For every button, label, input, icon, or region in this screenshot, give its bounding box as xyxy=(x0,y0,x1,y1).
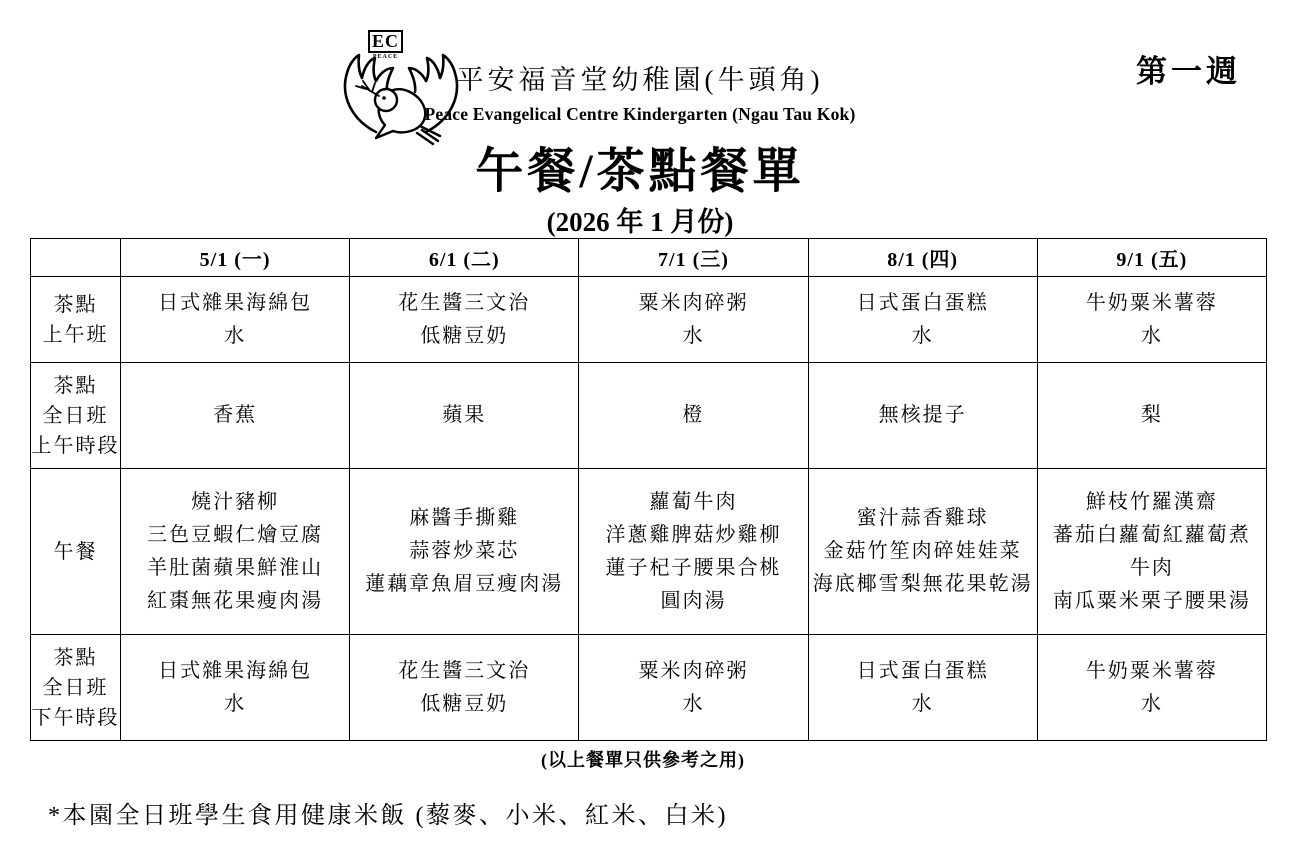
menu-item-line: 紅棗無花果瘦肉湯 xyxy=(147,589,324,612)
menu-item-line: 粟米肉碎粥 xyxy=(638,291,749,314)
menu-item-line: 水 xyxy=(224,692,247,715)
menu-item-line: 日式蛋白蛋糕 xyxy=(856,291,989,314)
date-column-header: 5/1 (一) xyxy=(121,239,350,277)
menu-item-line: 花生醬三文治 xyxy=(398,291,531,314)
date-column-header: 9/1 (五) xyxy=(1037,239,1266,277)
logo-peace-text: PEACE xyxy=(372,54,399,60)
menu-item-line: 粟米肉碎粥 xyxy=(638,659,749,682)
menu-cell xyxy=(350,469,579,635)
menu-item-line: 梨 xyxy=(1140,404,1163,426)
logo-ec-text: EC xyxy=(368,30,403,53)
menu-cell xyxy=(579,363,808,469)
menu-item-line: 金菇竹笙肉碎娃娃菜 xyxy=(823,540,1022,562)
menu-month: (2026 年 1 月份) xyxy=(546,207,734,237)
menu-cell xyxy=(808,635,1037,741)
menu-cell xyxy=(121,277,350,363)
page-title: 午餐/茶點餐單 xyxy=(475,145,805,198)
menu-item-line: 洋蔥雞脾菇炒雞柳 xyxy=(605,523,782,546)
menu-item-line: 花生醬三文治 xyxy=(398,659,531,682)
meal-row-label-line: 下午時段 xyxy=(31,706,120,729)
menu-item-line: 水 xyxy=(911,692,934,715)
menu-row xyxy=(31,635,1267,741)
menu-cell xyxy=(808,363,1037,469)
menu-item-line: 水 xyxy=(224,324,247,347)
menu-item-line: 低糖豆奶 xyxy=(420,692,509,715)
rice-note: *本園全日班學生食用健康米飯 (藜麥、小米、紅米、白米) xyxy=(48,803,728,829)
menu-cell xyxy=(1037,363,1266,469)
menu-item-line: 蕃茄白蘿蔔紅蘿蔔煮 xyxy=(1052,523,1251,546)
menu-item-line: 無核提子 xyxy=(878,404,967,426)
menu-item-line: 海底椰雪梨無花果乾湯 xyxy=(812,573,1033,595)
menu-item-line: 燒汁豬柳 xyxy=(191,490,280,513)
menu-footnote: (以上餐單只供參考之用) xyxy=(541,750,745,770)
meal-row-label xyxy=(31,469,121,635)
menu-cell xyxy=(121,469,350,635)
meal-row-label-line: 全日班 xyxy=(42,676,109,699)
menu-item-line: 水 xyxy=(682,692,705,715)
menu-cell xyxy=(1037,635,1266,741)
menu-row xyxy=(31,363,1267,469)
date-column-header: 8/1 (四) xyxy=(808,239,1037,277)
menu-item-line: 南瓜粟米栗子腰果湯 xyxy=(1052,589,1251,612)
menu-row xyxy=(31,469,1267,635)
menu-item-line: 蘋果 xyxy=(442,404,487,426)
menu-cell xyxy=(350,635,579,741)
menu-item-line: 低糖豆奶 xyxy=(420,324,509,347)
date-column-header: 7/1 (三) xyxy=(579,239,808,277)
school-header xyxy=(424,58,855,125)
menu-item-line: 牛肉 xyxy=(1129,556,1174,579)
menu-item-line: 牛奶粟米薯蓉 xyxy=(1085,291,1218,314)
menu-item-line: 三色豆蝦仁燴豆腐 xyxy=(147,523,324,546)
week-label: 第一週 xyxy=(1136,54,1241,89)
school-name-chinese: 平安福音堂幼稚園(牛頭角) xyxy=(456,65,824,95)
menu-cell xyxy=(579,635,808,741)
menu-table-head xyxy=(31,239,1267,277)
menu-cell xyxy=(808,277,1037,363)
meal-row-label xyxy=(31,277,121,363)
school-name-english: Peace Evangelical Centre Kindergarten (Ngau Tau Kok) xyxy=(424,104,856,124)
meal-row-label-line: 茶點 xyxy=(53,646,98,669)
menu-cell xyxy=(121,363,350,469)
menu-cell xyxy=(579,469,808,635)
meal-row-label-line: 茶點 xyxy=(53,374,98,397)
menu-item-line: 蘿蔔牛肉 xyxy=(649,490,738,513)
menu-item-line: 麻醬手撕雞 xyxy=(409,507,520,529)
menu-item-line: 蜜汁蒜香雞球 xyxy=(856,507,989,529)
meal-row-label xyxy=(31,635,121,741)
menu-cell xyxy=(579,277,808,363)
menu-item-line: 羊肚菌蘋果鮮淮山 xyxy=(147,556,324,579)
date-header-row xyxy=(31,239,1267,277)
menu-item-line: 日式雜果海綿包 xyxy=(158,659,313,682)
meal-row-label-line: 全日班 xyxy=(42,404,109,427)
meal-row-label-line: 午餐 xyxy=(53,540,98,563)
menu-cell xyxy=(1037,277,1266,363)
menu-cell xyxy=(1037,469,1266,635)
menu-item-line: 鮮枝竹羅漢齋 xyxy=(1085,490,1218,513)
menu-item-line: 橙 xyxy=(682,404,705,426)
menu-table-body xyxy=(31,277,1267,741)
menu-item-line: 水 xyxy=(1140,324,1163,347)
menu-item-line: 蓮子杞子腰果合桃 xyxy=(605,556,782,579)
menu-cell xyxy=(121,635,350,741)
menu-item-line: 圓肉湯 xyxy=(660,589,727,612)
corner-cell xyxy=(31,239,121,277)
meal-row-label xyxy=(31,363,121,469)
menu-item-line: 水 xyxy=(911,324,934,347)
menu-item-line: 日式雜果海綿包 xyxy=(158,291,313,314)
menu-table xyxy=(30,238,1267,741)
menu-item-line: 水 xyxy=(1140,692,1163,715)
menu-row xyxy=(31,277,1267,363)
menu-cell xyxy=(350,363,579,469)
menu-item-line: 蓮藕章魚眉豆瘦肉湯 xyxy=(365,573,564,595)
date-column-header: 6/1 (二) xyxy=(350,239,579,277)
menu-item-line: 香蕉 xyxy=(213,404,258,426)
meal-row-label-line: 茶點 xyxy=(53,293,98,316)
meal-row-label-line: 上午班 xyxy=(42,323,109,346)
menu-item-line: 日式蛋白蛋糕 xyxy=(856,659,989,682)
menu-item-line: 水 xyxy=(682,324,705,347)
meal-row-label-line: 上午時段 xyxy=(31,434,120,457)
menu-cell xyxy=(808,469,1037,635)
menu-item-line: 蒜蓉炒菜芯 xyxy=(409,540,520,562)
menu-cell xyxy=(350,277,579,363)
menu-item-line: 牛奶粟米薯蓉 xyxy=(1085,659,1218,682)
